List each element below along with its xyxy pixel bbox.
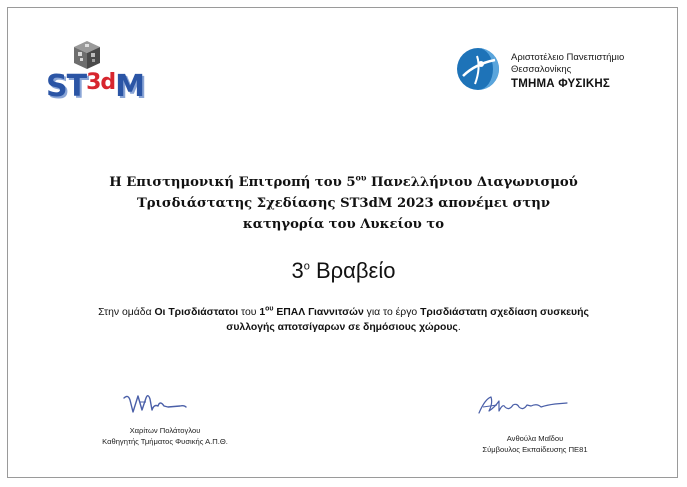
heading-line-1: Η Επιστημονική Επιτροπή του $5^{o\upsilon}$ Πανελλήνιου Διαγωνισμού <box>109 172 578 190</box>
signature-left-image <box>120 390 190 416</box>
signatory-right-title: Σύμβουλος Εκπαίδευσης ΠΕ81 <box>482 445 588 454</box>
st3dm-brand-text <box>46 68 144 106</box>
signatory-left-name: Χαρίτων Πολάτογλου <box>129 426 201 435</box>
team-name: Οι Τρισδιάστατοι <box>154 307 239 318</box>
st3dm-logo <box>46 40 144 106</box>
signatory-left-title: Καθηγητής Τμήματος Φυσικής Α.Π.Θ. <box>102 437 228 446</box>
university-line-1: Αριστοτέλειο Πανεπιστήμιο <box>511 52 625 63</box>
project-title-line-2: συλλογής αποτσίγαρων σε δημόσιους χώρους <box>226 322 458 333</box>
auth-physics-logo <box>455 44 655 102</box>
signature-right-image <box>475 393 570 417</box>
project-title-line-1: Τρισδιάστατη σχεδίαση συσκευής <box>420 307 589 318</box>
award-line-2: συλλογής αποτσίγαρων σε δημόσιους χώρους. <box>226 322 461 333</box>
brand-st: ST <box>46 69 87 104</box>
certificate-heading <box>40 172 647 235</box>
award-description <box>40 305 647 335</box>
university-line-2: Θεσσαλονίκης <box>511 64 572 75</box>
cube-icon <box>72 40 102 70</box>
signature-left <box>85 425 245 447</box>
university-name <box>511 52 624 76</box>
school-name: $1^{o\upsilon}$ ΕΠΑΛ Γιαννιτσών <box>259 305 364 318</box>
award-line-1: Στην ομάδα Οι Τρισδιάστατοι του $1^{o\upsilon}$ ΕΠΑΛ Γιαννιτσών για το έργο Τρισδιάστατη σχεδίαση συσκευής <box>98 305 589 318</box>
heading-line-2: Τρισδιάστατης Σχεδίασης ST3dM 2023 απονέμει στην <box>136 196 551 211</box>
signatory-right-name: Ανθούλα Μαΐδου <box>506 434 564 443</box>
department-name: ΤΜΗΜΑ ΦΥΣΙΚΗΣ <box>511 78 610 90</box>
prize-title: $3^o$ Βραβείο <box>291 258 396 283</box>
auth-emblem-icon <box>455 46 501 92</box>
heading-line-3: κατηγορία του Λυκείου το <box>242 217 445 232</box>
signature-right <box>455 433 615 455</box>
brand-m: M <box>115 69 144 104</box>
brand-3d: 3d <box>86 70 116 95</box>
